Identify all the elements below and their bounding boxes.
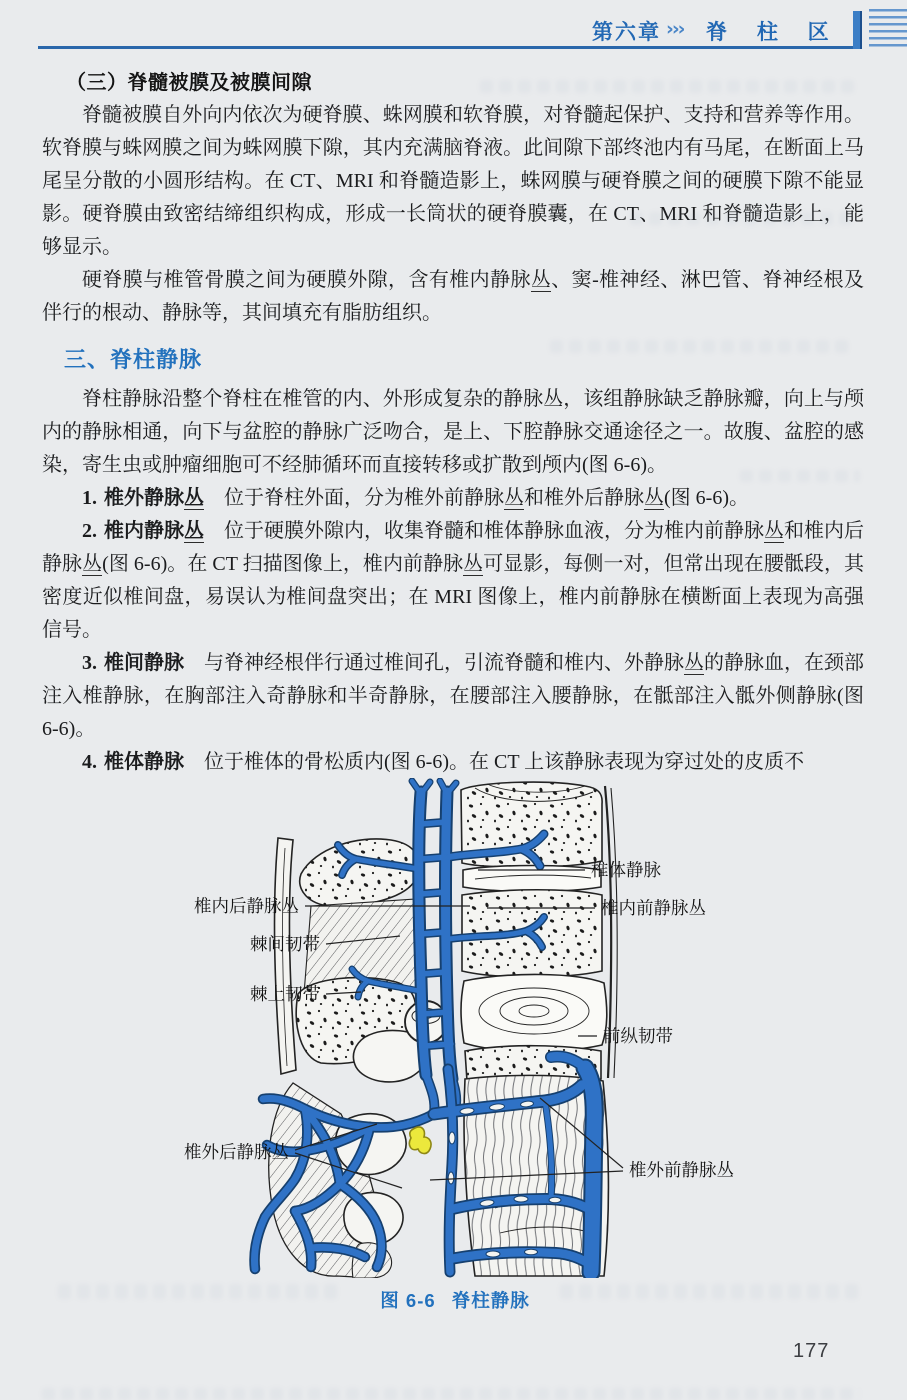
spinal-veins-illustration	[115, 778, 795, 1278]
header-rule	[38, 46, 858, 49]
paragraph-epidural-b: 、窦-椎神经、淋巴管、脊神经根及伴行的根动、静脉等，其间填充有脂肪组织。	[42, 269, 864, 324]
paragraph-veins-intro-text: 脊柱静脉沿整个脊柱在椎管的内、外形成复杂的静脉丛，该组静脉缺乏静脉瓣，向上与颅内的静脉相通，向下与盆腔的静脉广泛吻合，是上、下腔静脉交通途径之一。故腹、盆腔的感染，寄生虫或肿瘤细胞可不经肺循环而直接转移或扩散到颅内(图 6-6)。	[42, 388, 864, 476]
main-text	[42, 60, 864, 779]
paragraph-membranes	[42, 99, 864, 264]
item-text: 位于脊柱外面，分为椎外前静脉	[204, 487, 504, 509]
scan-bleed-smudge	[42, 1388, 860, 1400]
underlined-term: 丛	[504, 487, 524, 509]
paragraph-veins-intro	[42, 383, 864, 482]
chapter-title: 脊 柱 区	[706, 21, 841, 44]
item-term-underlined: 丛	[184, 520, 204, 542]
label-supraspinous-ligament: 棘上韧带	[250, 984, 320, 1004]
header-accent-bar	[853, 11, 862, 49]
label-interspinous-ligament: 棘间韧带	[250, 934, 320, 954]
underlined-term: 丛	[530, 269, 552, 291]
item-term-underlined: 丛	[184, 487, 204, 509]
item-text: 位于硬膜外隙内，收集脊髓和椎体静脉血液，分为椎内前静脉	[204, 520, 764, 542]
list-item-intervertebral-veins	[42, 647, 864, 746]
paragraph-membranes-text: 脊髓被膜自外向内依次为硬脊膜、蛛网膜和软脊膜，对脊髓起保护、支持和营养等作用。软脊膜与蛛网膜之间为蛛网膜下隙，其内充满脑脊液。此间隙下部终池内有马尾，在断面上马尾呈分散的小圆形结构。在 CT、MRI 和脊髓造影上，蛛网膜与硬脊膜之间的硬膜下隙不能显影。硬脊膜由致密结缔组织构成，形成一长筒状的硬脊膜囊，在 CT、MRI 和脊髓造影上，能够显示。	[42, 104, 864, 258]
subsection-heading: （三）脊髓被膜及被膜间隙	[66, 72, 312, 94]
label-ant-internal-plexus: 椎内前静脉丛	[601, 898, 706, 918]
item-text: 和椎外后静脉	[524, 487, 644, 509]
item-text: 与脊神经根伴行通过椎间孔，引流脊髓和椎内、外静脉	[184, 652, 684, 674]
figure-caption-title: 脊柱静脉	[451, 1290, 530, 1311]
item-text: 位于椎体的骨松质内(图 6-6)。在 CT 上该静脉表现为穿过处的皮质不	[184, 751, 805, 773]
label-ant-long-ligament: 前纵韧带	[603, 1026, 673, 1046]
figure-caption	[115, 1287, 795, 1313]
item-term: 椎体静脉	[104, 751, 184, 773]
label-post-external-plexus: 椎外后静脉丛	[184, 1142, 289, 1162]
paragraph-epidural	[42, 264, 864, 330]
item-text: 可显影，每侧一对，但常出现在腰骶段，其密度近似椎间盘，易误认为椎间盘突出；在 MRI 图像上，椎内前静脉在横断面上表现为高强信号。	[42, 553, 864, 641]
page-number: 177	[793, 1340, 830, 1362]
figure-6-6	[115, 778, 795, 1278]
item-term: 椎内静脉	[104, 520, 184, 542]
item-term: 椎外静脉	[104, 487, 184, 509]
figure-caption-number: 图 6-6	[380, 1290, 436, 1311]
item-number: 1.	[82, 487, 97, 509]
underlined-term: 丛	[644, 487, 664, 509]
chapter-number: 第六章	[592, 21, 661, 44]
chevron-arrows-icon: ›››	[666, 18, 684, 40]
item-text: 的静脉血，在颈部注入椎静脉，在胸部注入奇静脉和半奇静脉，在腰部注入腰静脉，在骶部注入骶外侧静脉(图 6-6)。	[42, 652, 864, 740]
item-number: 2.	[82, 520, 97, 542]
list-item-vertebral-body-veins	[42, 746, 864, 779]
paragraph-epidural-a: 硬脊膜与椎管骨膜之间为硬膜外隙，含有椎内静脉	[82, 269, 531, 291]
list-item-internal-plexus	[42, 515, 864, 647]
label-ant-external-plexus: 椎外前静脉丛	[629, 1160, 734, 1180]
nerve-root	[409, 1127, 431, 1154]
list-item-external-plexus	[42, 482, 864, 515]
underlined-term: 丛	[764, 520, 784, 542]
label-vertebral-body-vein: 椎体静脉	[591, 860, 661, 880]
label-post-internal-plexus: 椎内后静脉丛	[194, 896, 299, 916]
item-text: (图 6-6)。在 CT 扫描图像上，椎内前静脉	[102, 553, 464, 575]
item-text: 和椎内后静脉	[42, 520, 864, 575]
underlined-term: 丛	[684, 652, 704, 674]
figure-labels	[184, 860, 734, 1180]
underlined-term: 丛	[82, 553, 103, 575]
item-number: 4.	[82, 751, 97, 773]
underlined-term: 丛	[463, 553, 484, 575]
header-corner-stripes	[869, 9, 907, 49]
item-text: (图 6-6)。	[664, 487, 749, 509]
item-number: 3.	[82, 652, 97, 674]
item-term: 椎间静脉	[104, 652, 184, 674]
section-heading-spinal-veins: 三、脊柱静脉	[64, 347, 203, 372]
